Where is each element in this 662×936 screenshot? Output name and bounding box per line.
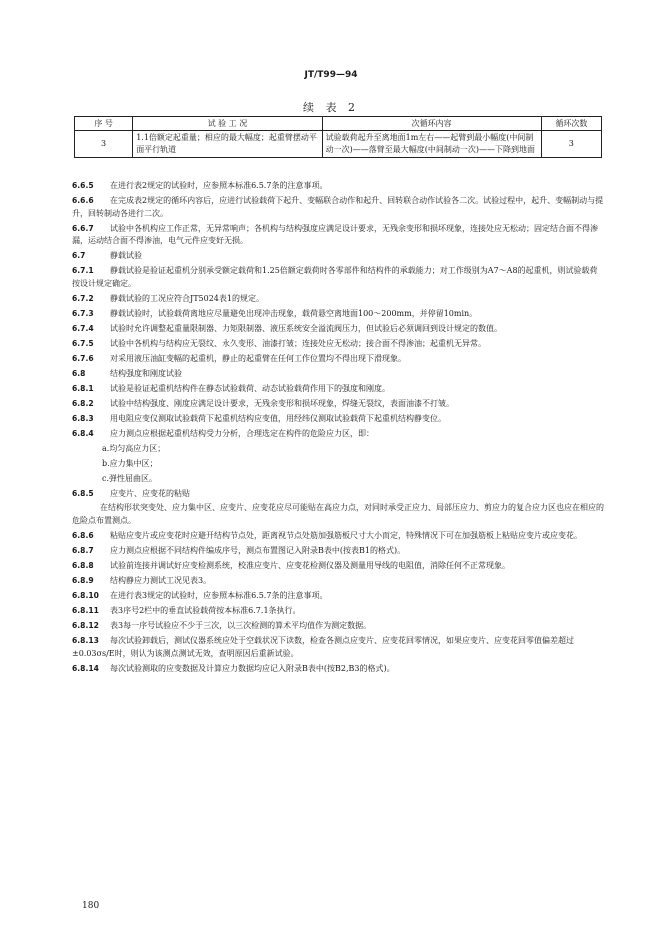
clause-text: 试验是验证起重机结构件在静态试验载荷、动态试验载荷作用下的强度和刚度。 bbox=[110, 383, 390, 393]
cell-content: 试验载荷起升至离地面1m左右——起臂到最小幅度(中间制动一次)——落臂至最大幅度(中间制动一次)——下降到地面 bbox=[322, 131, 541, 158]
clause-number: 6.8.10 bbox=[72, 591, 99, 600]
clause-paragraph bbox=[72, 195, 604, 220]
clause-paragraph bbox=[72, 488, 604, 501]
clause-text: a.均匀高应力区； bbox=[102, 443, 166, 453]
clause-text: 应力测点应根据不同结构件编成序号，测点布置图记入附录B表中(按表B1的格式)。 bbox=[110, 546, 406, 556]
clause-paragraph bbox=[72, 620, 604, 633]
clause-number: 6.7.6 bbox=[72, 353, 94, 363]
clause-text: 每次试验卸载后，测试仪器系统应处于空载状况下读数，检查各测点应变片、应变花回零情况，如果应变片、应变花回零值偏差超过±0.03σs/E时，则认为该测点测试无效，查明原因后重新试验。 bbox=[72, 635, 574, 658]
clause-number: 6.8 bbox=[72, 368, 86, 378]
clause-paragraph bbox=[72, 635, 604, 660]
clause-text: 在完成表2规定的循环内容后，应进行试验载荷下起升、变幅联合动作和起升、回转联合动作试验各二次。试验过程中，起升、变幅制动与提升，回转制动各进行二次。 bbox=[72, 195, 604, 218]
clause-paragraph bbox=[72, 413, 604, 426]
clause-paragraph bbox=[72, 458, 604, 471]
clause-number: 6.6.7 bbox=[72, 223, 94, 233]
clause-text: 静载试验时，试验载荷离地应尽量避免出现冲击现象，载荷悬空离地面100～200mm，并停留10min。 bbox=[110, 308, 478, 318]
document-body bbox=[72, 180, 604, 678]
cell-no: 3 bbox=[75, 131, 133, 158]
clause-paragraph bbox=[72, 265, 604, 290]
clause-paragraph bbox=[72, 308, 604, 321]
clause-number: 6.7.4 bbox=[72, 323, 94, 333]
clause-text: 结构强度和刚度试验 bbox=[110, 368, 182, 378]
clause-text: 静载试验的工况应符合JT5024表1的规定。 bbox=[110, 293, 264, 303]
clause-paragraph bbox=[72, 428, 604, 441]
clause-text: 应变片、应变花的粘贴 bbox=[110, 488, 190, 498]
table-caption: 续 表 2 bbox=[303, 101, 359, 114]
clause-text: 用电阻应变仪测取试验载荷下起重机结构应变值，用经纬仪测取试验载荷下起重机结构静变位。 bbox=[110, 413, 446, 423]
clause-text: 表3每一序号试验应不少于三次，以三次检测的算术平均值作为测定数据。 bbox=[110, 620, 372, 630]
clause-text: 在进行表3规定的试验时，应参照本标准6.5.7条的注意事项。 bbox=[110, 591, 328, 600]
clause-text: 表3序号2栏中的垂直试验载荷按本标准6.7.1条执行。 bbox=[110, 605, 301, 615]
clause-text: 试验中各机构应工作正常，无异常响声；各机构与结构强度应满足设计要求，无残余变形和损坏现象，连接处应无松动；固定结合面不得渗漏，运动结合面不得渗油，电气元件应变好无损。 bbox=[72, 223, 598, 246]
clause-paragraph bbox=[72, 605, 604, 618]
clause-paragraph bbox=[72, 383, 604, 396]
clause-text: 在进行表2规定的试验时，应参照本标准6.5.7条的注意事项。 bbox=[110, 181, 328, 190]
standard-code-header: JT/T99—94 bbox=[304, 70, 358, 80]
clause-paragraph bbox=[72, 398, 604, 411]
clause-paragraph bbox=[72, 293, 604, 306]
clause-number: 6.8.1 bbox=[72, 383, 94, 393]
clause-text: b.应力集中区； bbox=[102, 458, 158, 468]
clause-text: 对采用液压油缸变幅的起重机，静止的起重臂在任何工作位置均不得出现下滑现象。 bbox=[110, 353, 406, 363]
clause-number: 6.8.5 bbox=[72, 488, 94, 498]
clause-paragraph bbox=[72, 323, 604, 336]
clause-paragraph bbox=[72, 560, 604, 573]
clause-number: 6.8.6 bbox=[72, 531, 94, 541]
clause-paragraph bbox=[72, 338, 604, 351]
clause-paragraph bbox=[72, 443, 604, 456]
cell-cycles: 3 bbox=[541, 131, 601, 158]
clause-number: 6.6.6 bbox=[72, 195, 94, 205]
clause-paragraph bbox=[72, 250, 604, 263]
clause-number: 6.8.11 bbox=[72, 605, 99, 615]
clause-text: 粘贴应变片或应变花时应避开结构节点处，距离视节点处筋加强筋板尺寸大小而定，特殊情况下可在加强筋板上粘贴应变片或应变花。 bbox=[110, 531, 582, 541]
clause-text: 试验前连接并调试好应变检测系统，校准应变片、应变花检测仪器及测量用导线的电阻值，消除任何不正常现象。 bbox=[110, 561, 510, 571]
clause-number: 6.8.3 bbox=[72, 413, 94, 423]
col-header-no: 序 号 bbox=[75, 117, 133, 131]
clause-text: 静载试验是验证起重机分别承受额定载荷和1.25倍额定载荷时各零部件和结构件的承载能力；对工作级别为A7～A8的起重机，则试验载荷按设计规定确定。 bbox=[72, 266, 598, 288]
continued-table-2 bbox=[74, 116, 602, 158]
clause-paragraph bbox=[72, 368, 604, 381]
col-header-content: 次循环内容 bbox=[322, 117, 541, 131]
clause-paragraph bbox=[72, 353, 604, 366]
clause-paragraph bbox=[72, 180, 604, 193]
clause-paragraph bbox=[72, 530, 604, 543]
page-number: 180 bbox=[82, 901, 100, 911]
table-row bbox=[75, 131, 602, 158]
clause-number: 6.7.3 bbox=[72, 308, 94, 318]
cell-condition: 1.1倍额定起重量；相应的最大幅度；起重臂摆动平面平行轨道 bbox=[133, 131, 322, 158]
clause-number: 6.7 bbox=[72, 251, 86, 261]
clause-paragraph bbox=[72, 663, 604, 676]
clause-number: 6.8.8 bbox=[72, 561, 94, 571]
clause-paragraph bbox=[72, 502, 604, 527]
col-header-condition: 试 验 工 况 bbox=[133, 117, 322, 131]
clause-number: 6.8.2 bbox=[72, 398, 94, 408]
clause-number: 6.8.7 bbox=[72, 546, 94, 556]
clause-number: 6.6.5 bbox=[72, 181, 94, 190]
clause-number: 6.7.5 bbox=[72, 338, 94, 348]
clause-number: 6.8.14 bbox=[72, 663, 99, 673]
clause-text: 试验中结构强度、刚度应满足设计要求，无残余变形和损坏现象，焊缝无裂纹，表面油漆不打皱。 bbox=[110, 398, 454, 408]
clause-paragraph bbox=[72, 473, 604, 486]
clause-text: 在结构形状突变处、应力集中区、应变片、应变花应尽可能贴在高应力点，对同时承受正应力、局部压应力、剪应力的复合应力区也应在相应的危险点布置测点。 bbox=[72, 503, 604, 526]
clause-number: 6.8.9 bbox=[72, 576, 94, 586]
clause-number: 6.8.13 bbox=[72, 635, 99, 645]
table-header-row bbox=[75, 117, 602, 131]
clause-text: 试验时允许调整起重量限制器、力矩限制器、液压系统安全溢流阀压力，但试验后必须调回到设计规定的数值。 bbox=[110, 323, 502, 333]
clause-text: 应力测点应根据起重机结构受力分析，合理选定在构件的危险应力区，即： bbox=[110, 428, 374, 438]
clause-text: 静载试验 bbox=[110, 251, 142, 261]
clause-paragraph bbox=[72, 590, 604, 603]
clause-paragraph bbox=[72, 223, 604, 248]
clause-text: 结构静应力测试工况见表3。 bbox=[110, 576, 212, 586]
clause-text: 每次试验测取的应变数据及计算应力数据均应记入附录B表中(按B2,B3的格式)。 bbox=[110, 663, 395, 673]
clause-text: c.弹性屈曲区。 bbox=[102, 473, 158, 483]
clause-paragraph bbox=[72, 575, 604, 588]
clause-paragraph bbox=[72, 545, 604, 558]
clause-number: 6.8.4 bbox=[72, 428, 94, 438]
clause-number: 6.7.1 bbox=[72, 266, 94, 276]
clause-number: 6.7.2 bbox=[72, 293, 94, 303]
col-header-cycles: 循环次数 bbox=[541, 117, 601, 131]
clause-text: 试验中各机构与结构应无裂纹、永久变形、油漆打皱；连接处应无松动；接合面不得渗油；起重机无异常。 bbox=[110, 338, 486, 348]
clause-number: 6.8.12 bbox=[72, 620, 99, 630]
